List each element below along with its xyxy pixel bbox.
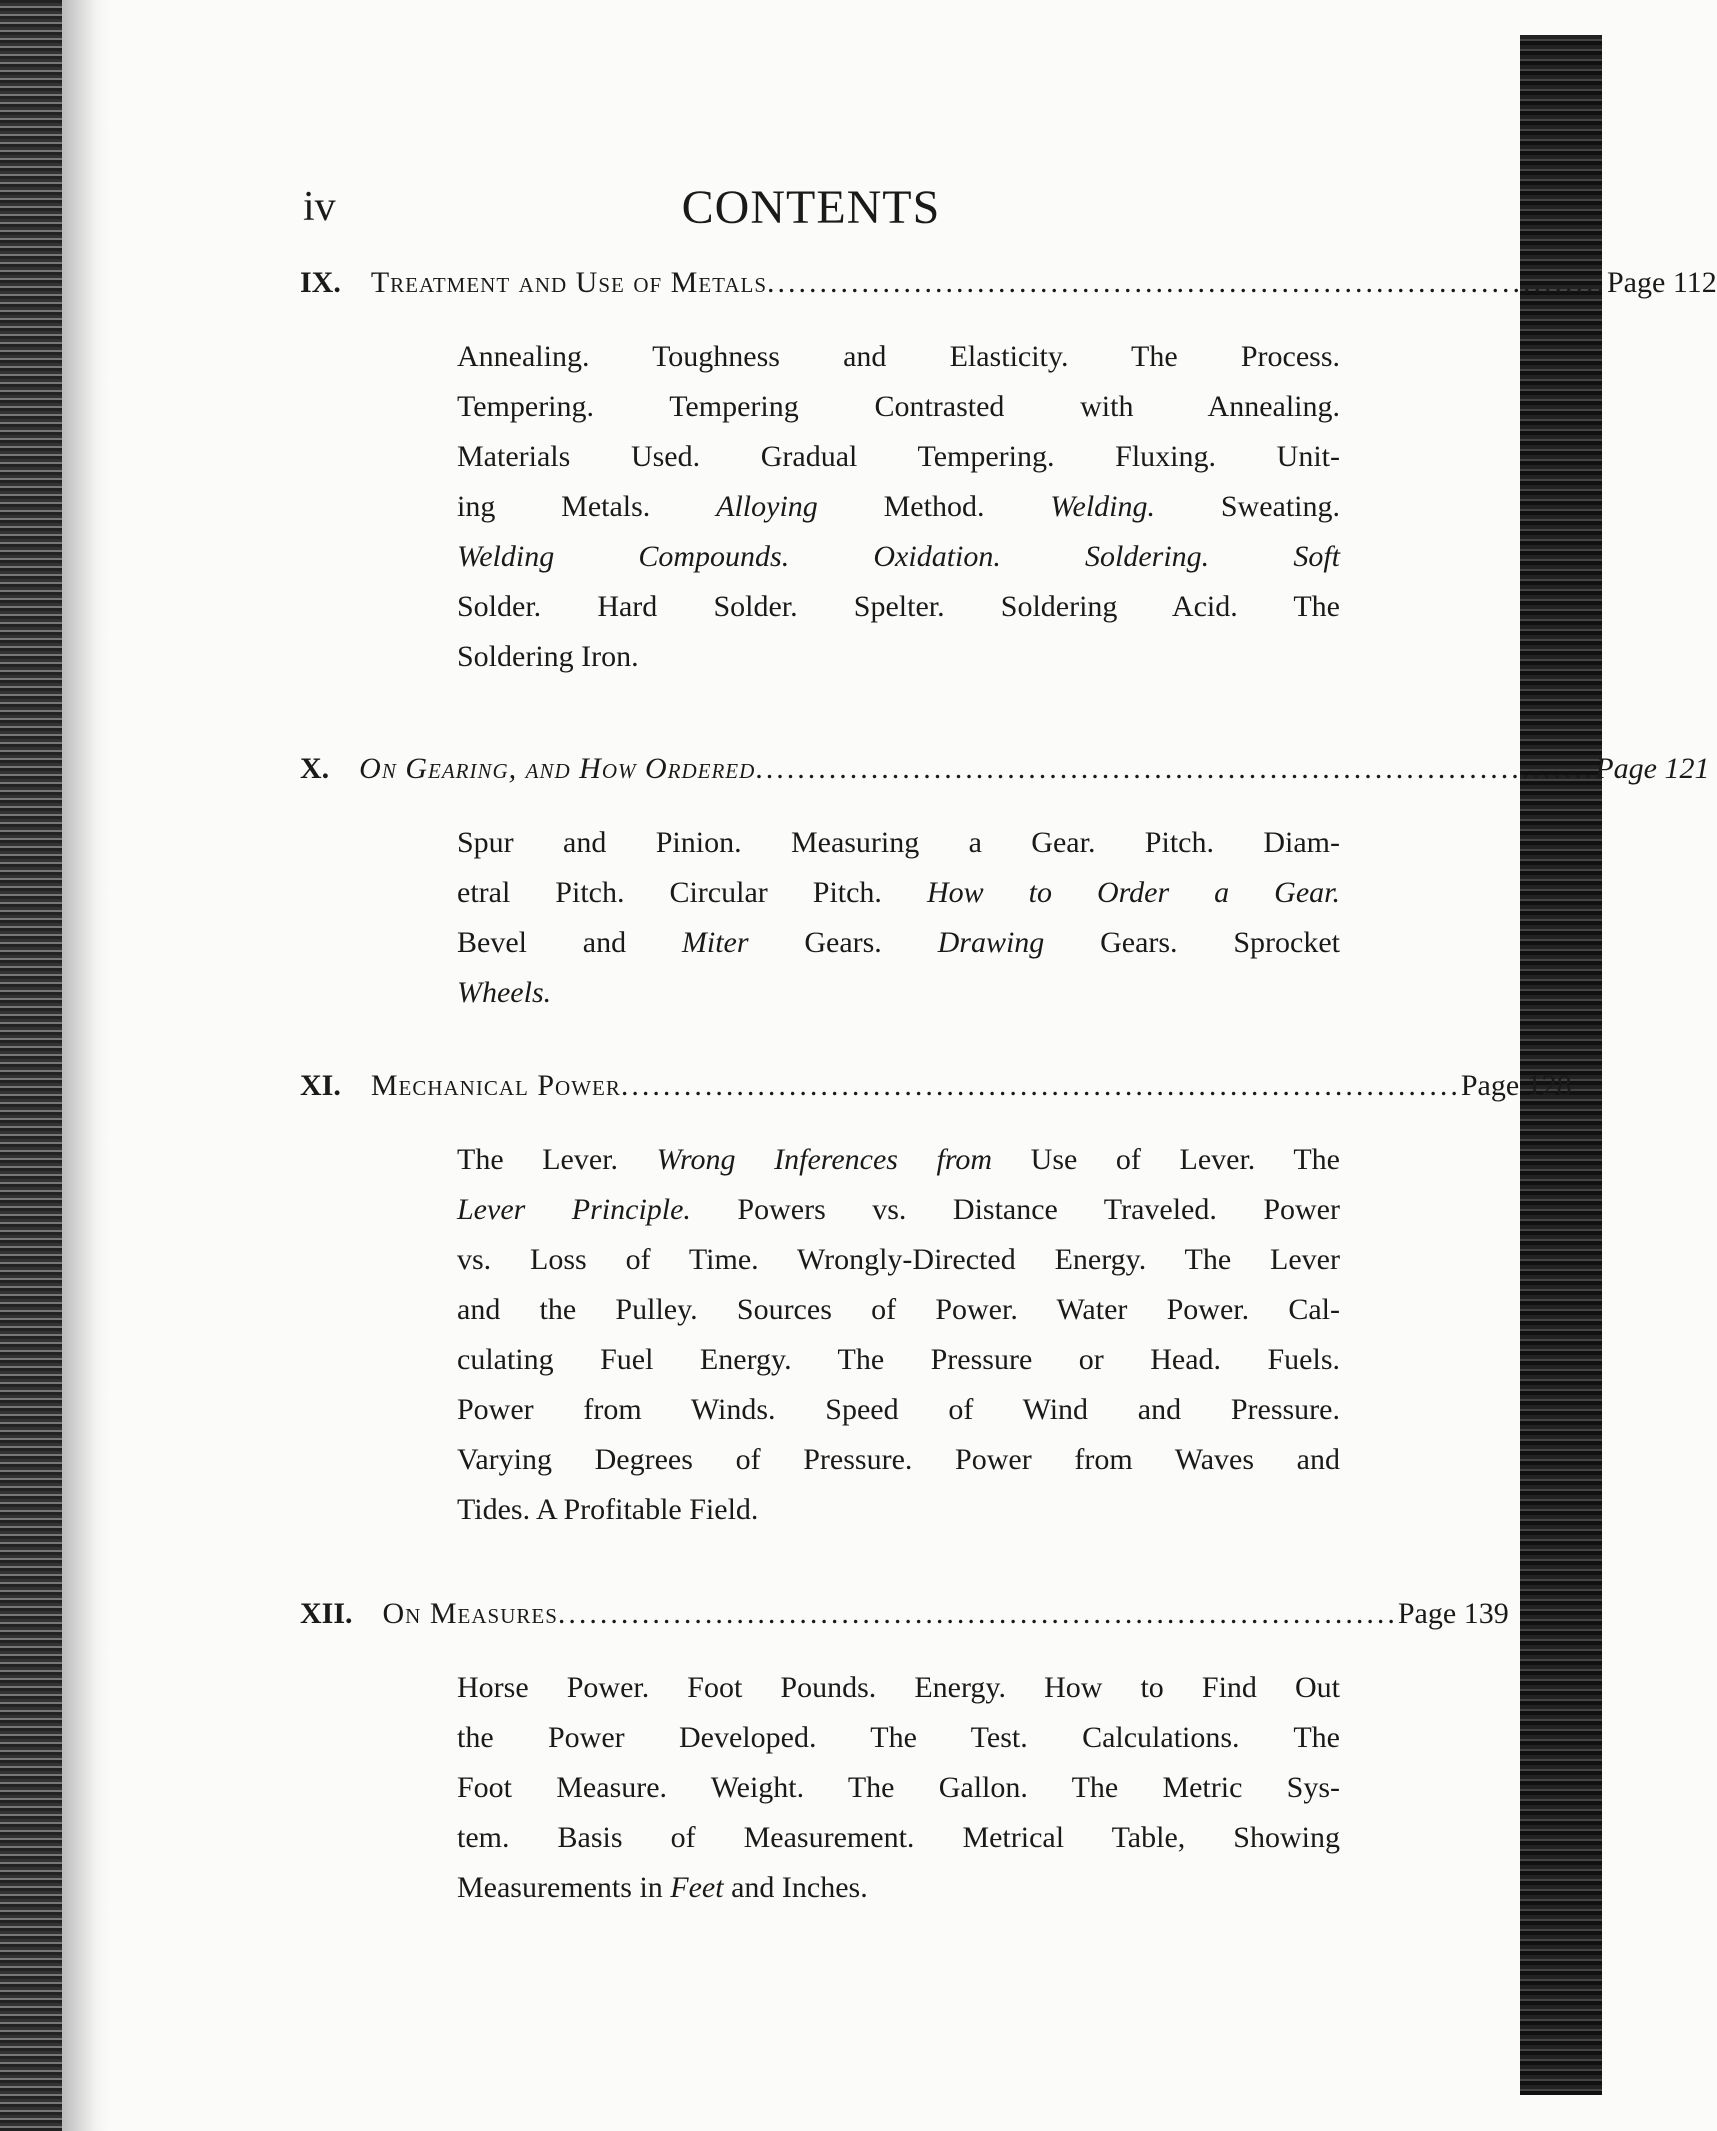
topic-text: Welding. [1050, 490, 1156, 523]
chapter-number: XII. [300, 1597, 353, 1630]
chapter-page: Page 139 [1397, 1597, 1509, 1630]
page-title: CONTENTS [681, 181, 941, 234]
chapter-entry-x [300, 752, 1710, 1018]
leader-dots: ................................................................................ [620, 1069, 1461, 1102]
chapter-topics [457, 818, 1340, 1018]
topic-line [457, 1385, 1340, 1435]
topic-line [457, 818, 1340, 868]
topic-text: Horse Power. Foot Pounds. Energy. How to Find Out [457, 1671, 1340, 1704]
topic-line [457, 968, 1340, 1018]
topic-line [457, 1135, 1340, 1185]
topic-line [457, 1663, 1340, 1713]
leader-dots: ................................................................................ [755, 752, 1596, 785]
topic-text: Varying Degrees of Pressure. Power from Waves and [457, 1443, 1340, 1476]
leader-dots: ................................................................................ [557, 1597, 1398, 1630]
topic-text: Gears. [748, 926, 938, 959]
topic-line [457, 1235, 1340, 1285]
topic-text: Wrong Inferences from [656, 1143, 993, 1176]
chapter-page: Page 112 [1607, 266, 1717, 299]
topic-text: Sweating. [1155, 490, 1340, 523]
chapter-title: On Measures [382, 1597, 558, 1630]
chapter-number: XI. [300, 1069, 341, 1102]
chapter-heading [300, 1597, 1509, 1647]
topic-line [457, 632, 1340, 682]
topic-line [457, 1285, 1340, 1335]
topic-text: Welding Compounds. Oxidation. Soldering. Soft [457, 540, 1340, 573]
topic-line [457, 1713, 1340, 1763]
topic-text: etral Pitch. Circular Pitch. [457, 876, 927, 909]
topic-text: Miter [681, 926, 749, 959]
topic-text: Wheels. [457, 976, 552, 1009]
topic-text: Solder. Hard Solder. Spelter. Soldering Acid. The [457, 590, 1340, 623]
topic-line [457, 1863, 1340, 1913]
topic-text: How to Order a Gear. [926, 876, 1341, 909]
topic-text: The Lever. [457, 1143, 657, 1176]
chapter-page: Page 121 [1595, 752, 1710, 785]
topic-text: Measurements in [457, 1871, 671, 1904]
chapter-page: Page 128 [1460, 1069, 1572, 1102]
topic-line [457, 532, 1340, 582]
chapter-title: On Gearing, and How Ordered [359, 752, 756, 785]
topic-line [457, 868, 1340, 918]
topic-text: Spur and Pinion. Measuring a Gear. Pitch. Diam- [457, 826, 1340, 859]
book-binding-shadow [0, 0, 62, 2131]
topic-text: tem. Basis of Measurement. Metrical Table, Showing [457, 1821, 1340, 1854]
chapter-topics [457, 1135, 1340, 1535]
topic-text: Lever Principle. [457, 1193, 691, 1226]
topic-text: Feet [670, 1871, 724, 1904]
topic-line [457, 918, 1340, 968]
topic-text: Soldering Iron. [457, 640, 639, 673]
topic-line [457, 1485, 1340, 1535]
topic-line [457, 332, 1340, 382]
page-number: iv [303, 184, 336, 230]
topic-line [457, 482, 1340, 532]
chapter-entry-xi [300, 1069, 1572, 1535]
topic-line [457, 1763, 1340, 1813]
topic-text: Gears. Sprocket [1044, 926, 1340, 959]
topic-text: Alloying [716, 490, 818, 523]
scan-margin [1602, 0, 1622, 2131]
topic-text: Use of Lever. The [992, 1143, 1340, 1176]
topic-text: Tempering. Tempering Contrasted with Annealing. [457, 390, 1340, 423]
chapter-heading [300, 266, 1717, 316]
topic-text: Power from Winds. Speed of Wind and Pressure. [457, 1393, 1340, 1426]
topic-line [457, 582, 1340, 632]
topic-text: Powers vs. Distance Traveled. Power [690, 1193, 1340, 1226]
topic-line [457, 432, 1340, 482]
chapter-number: X. [300, 752, 330, 785]
page-edge-shadow [1520, 35, 1602, 2095]
topic-text: the Power Developed. The Test. Calculations. The [457, 1721, 1340, 1754]
chapter-heading [300, 1069, 1572, 1119]
topic-text: Method. [817, 490, 1051, 523]
topic-text: culating Fuel Energy. The Pressure or Head. Fuels. [457, 1343, 1340, 1376]
topic-text: Bevel and [457, 926, 682, 959]
topic-text: and the Pulley. Sources of Power. Water Power. Cal- [457, 1293, 1340, 1326]
topic-text: Annealing. Toughness and Elasticity. The Process. [457, 340, 1340, 373]
chapter-topics [457, 332, 1340, 682]
topic-line [457, 1185, 1340, 1235]
topic-text: Materials Used. Gradual Tempering. Fluxing. Unit- [457, 440, 1340, 473]
topic-line [457, 382, 1340, 432]
topic-text: vs. Loss of Time. Wrongly-Directed Energy. The Lever [457, 1243, 1340, 1276]
chapter-title: Mechanical Power [370, 1069, 621, 1102]
topic-line [457, 1435, 1340, 1485]
chapter-title: Treatment and Use of Metals [370, 266, 767, 299]
topic-text: Drawing [937, 926, 1045, 959]
topic-text: Foot Measure. Weight. The Gallon. The Metric Sys- [457, 1771, 1340, 1804]
topic-text: Tides. A Profitable Field. [457, 1493, 759, 1526]
chapter-number: IX. [300, 266, 341, 299]
topic-text: ing Metals. [457, 490, 717, 523]
chapter-heading [300, 752, 1710, 802]
chapter-topics [457, 1663, 1340, 1913]
chapter-entry-xii [300, 1597, 1509, 1913]
topic-line [457, 1335, 1340, 1385]
chapter-entry-ix [300, 266, 1717, 682]
gutter-shadow [62, 0, 110, 2131]
leader-dots: ................................................................................ [767, 266, 1607, 299]
topic-text: and Inches. [723, 1871, 868, 1904]
topic-line [457, 1813, 1340, 1863]
